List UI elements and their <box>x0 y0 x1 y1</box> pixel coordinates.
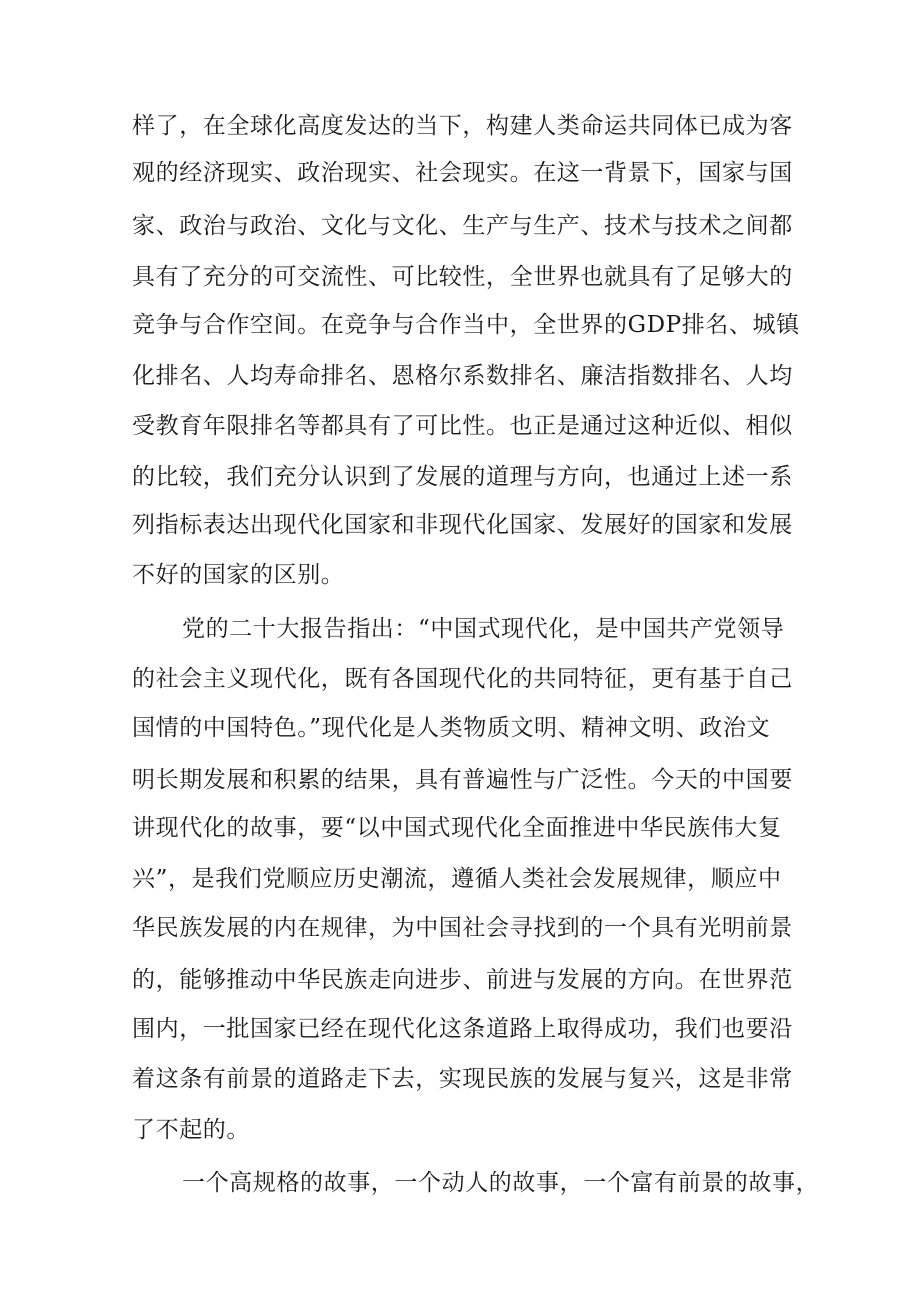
text-line: 了不起的。 <box>132 1117 250 1143</box>
text-line: 化排名、人均寿命排名、恩格尔系数排名、廉洁指数排名、人均 <box>132 363 793 389</box>
text-line: 家、政治与政治、文化与文化、生产与生产、技术与技术之间都 <box>132 213 793 239</box>
text-line: 的比较，我们充分认识到了发展的道理与方向，也通过上述一系 <box>132 464 793 490</box>
text-line: 不好的国家的区别。 <box>132 562 345 588</box>
text-line: 一个高规格的故事，一个动人的故事，一个富有前景的故事， <box>182 1170 820 1196</box>
text-line: 华民族发展的内在规律，为中国社会寻找到的一个具有光明前景 <box>132 915 793 941</box>
text-line: 受教育年限排名等都具有了可比性。也正是通过这种近似、相似 <box>132 413 793 439</box>
text-line: 的社会主义现代化，既有各国现代化的共同特征，更有基于自己 <box>132 666 793 692</box>
text-line: 明长期发展和积累的结果，具有普遍性与广泛性。今天的中国要 <box>132 767 793 793</box>
text-line: 竞争与合作空间。在竞争与合作当中，全世界的GDP排名、城镇 <box>132 312 800 338</box>
text-line: 讲现代化的故事，要“以中国式现代化全面推进中华民族伟大复 <box>132 815 782 841</box>
text-line: 观的经济现实、政治现实、社会现实。在这一背景下，国家与国 <box>132 160 793 186</box>
text-line: 党的二十大报告指出：“中国式现代化，是中国共产党领导 <box>182 616 785 642</box>
text-line: 样了，在全球化高度发达的当下，构建人类命运共同体已成为客 <box>132 113 793 139</box>
text-line: 兴”，是我们党顺应历史潮流，遵循人类社会发展规律，顺应中 <box>132 866 782 892</box>
text-line: 着这条有前景的道路走下去，实现民族的发展与复兴，这是非常 <box>132 1066 793 1092</box>
text-line: 围内，一批国家已经在现代化这条道路上取得成功，我们也要沿 <box>132 1016 793 1042</box>
text-line: 具有了充分的可交流性、可比较性，全世界也就具有了足够大的 <box>132 264 793 290</box>
text-line: 国情的中国特色。”现代化是人类物质文明、精神文明、政治文 <box>132 715 771 741</box>
text-line: 的，能够推动中华民族走向进步、前进与发展的方向。在世界范 <box>132 967 793 993</box>
text-line: 列指标表达出现代化国家和非现代化国家、发展好的国家和发展 <box>132 512 793 538</box>
